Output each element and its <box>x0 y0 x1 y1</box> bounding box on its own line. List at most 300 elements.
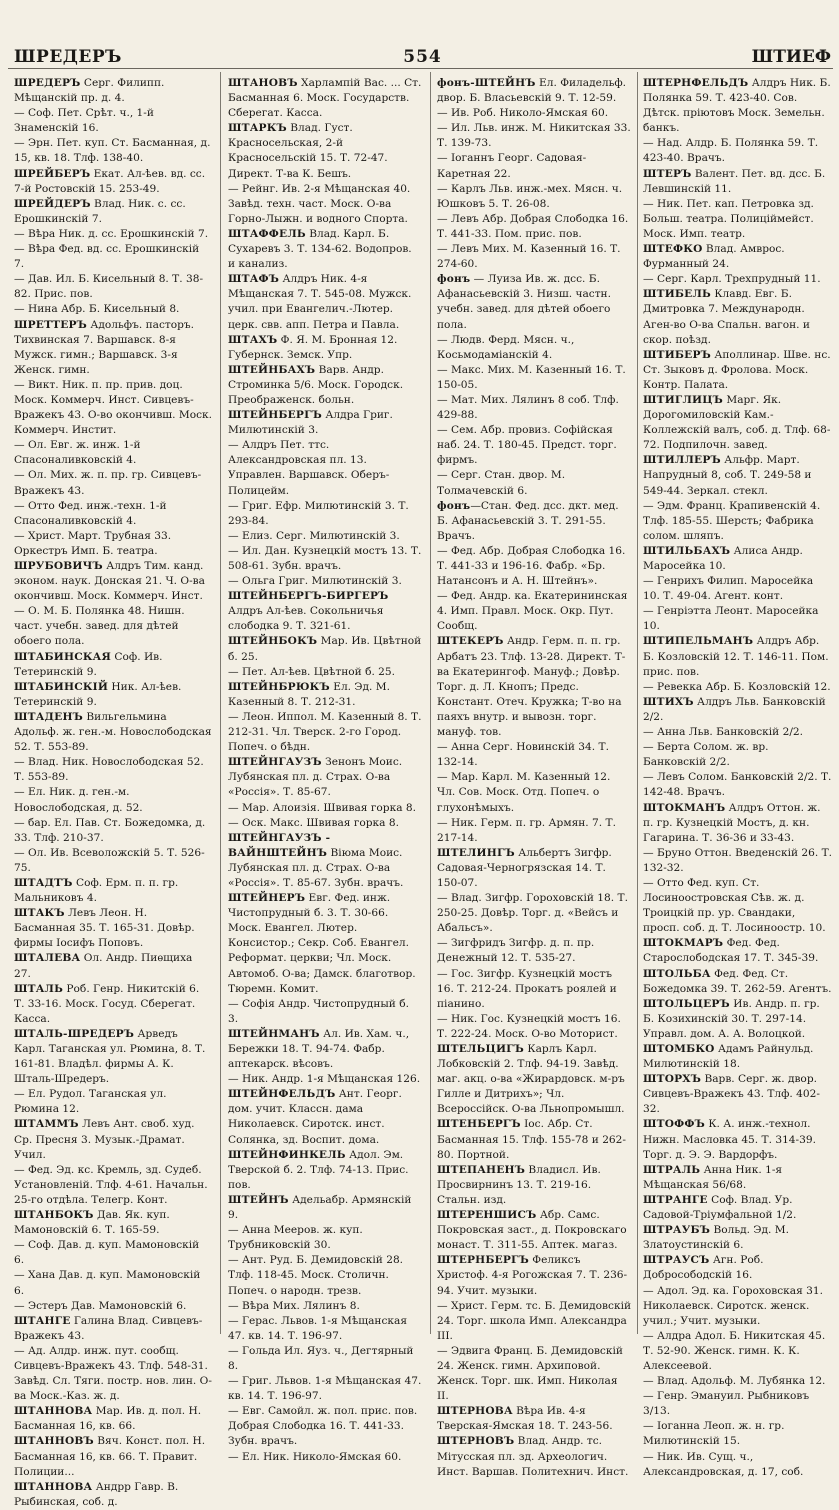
entry-text: — Генр. Эмануил. Рыбниковъ 3/13. <box>643 1390 810 1418</box>
entry-text: Алдръ Абр. Б. Козловскій 12. Т. 146-11. Пом. прис. пов. <box>643 635 829 678</box>
entry-surname: ШТИХЪ <box>643 695 694 708</box>
directory-entry <box>643 604 833 634</box>
header-left-guide-word: ШРЕДЕРЪ <box>14 47 122 67</box>
entry-text: — Соф. Дав. д. куп. Мамоновскій 6. <box>14 1239 200 1267</box>
directory-entry <box>14 1238 212 1268</box>
entry-text: Мар. Ив. д. пол. Н. Басманная 16, кв. 66. <box>14 1405 202 1433</box>
directory-entry <box>437 967 632 1012</box>
directory-entry <box>437 363 632 393</box>
directory-entry <box>437 393 632 423</box>
directory-entry <box>14 1027 212 1087</box>
directory-entry <box>643 770 833 800</box>
entry-text: — О. М. Б. Полянка 48. Нишн. част. учебн. завед. для дѣтей обоего пола. <box>14 605 185 648</box>
entry-text: Ел. Эд. М. Казенный 8. Т. 212-31. <box>228 680 390 708</box>
entry-text: Влад. Андр. тс. Мітусская пл. зд. Археологич. Инст. Варшав. Политехнич. Инст. <box>437 1435 629 1478</box>
entry-surname: ШТЕРНБЕРГЪ <box>437 1254 529 1267</box>
entry-text: — Григ. Львов. 1-я Мѣщанская 47. кв. 14. Т. 196-97. <box>228 1375 422 1403</box>
entry-surname: фонъ <box>437 273 471 286</box>
entry-text: — бар. Ел. Пав. Ст. Божедомка, д. 33. Тлф. 210-37. <box>14 816 206 844</box>
entry-surname: ШТИБЕЛЬ <box>643 288 711 301</box>
entry-surname: ШТОФФЪ <box>643 1118 705 1131</box>
entry-text: — Отто Фед. куп. Ст. Лосиноостровская Сѣв. ж. д. Троицкій пр. ур. Свандаки, просп. соб. д. Т. Лосиноостр. 10. <box>643 876 826 935</box>
directory-entry <box>437 333 632 363</box>
directory-entry <box>14 680 212 710</box>
directory-entry <box>14 650 212 680</box>
entry-text: Арведъ Карл. Таганская ул. Рюмина, 8. Т. 161-81. Владѣл. фирмы А. К. Шталь-Шредеръ. <box>14 1027 206 1086</box>
entry-text: — Дав. Ил. Б. Кисельный 8. Т. 38-82. Прис. пов. <box>14 273 204 301</box>
entry-text: Харлампій Вас. ... Ст. Басманная 6. Моск. Государств. Сберегат. Касса. <box>228 77 422 120</box>
entry-surname: ШТЕФКО <box>643 243 703 256</box>
directory-entry <box>437 1117 632 1162</box>
directory-entry <box>14 1404 212 1434</box>
directory-entry <box>643 801 833 846</box>
directory-entry <box>228 574 422 589</box>
entry-text: — Гос. Зигфр. Кузнецкій мостъ 16. Т. 212-24. Прокатъ роялей и піанино. <box>437 967 617 1010</box>
directory-entry <box>14 816 212 846</box>
directory-entry <box>228 1072 422 1087</box>
directory-entry <box>643 1419 833 1449</box>
entry-text: Зенонъ Моис. Лубянская пл. д. Страх. О-ва «Россія». Т. 85-67. <box>228 756 403 799</box>
entry-text: — Нина Абр. Б. Кисельный 8. <box>14 303 180 316</box>
directory-entry <box>228 1344 422 1374</box>
directory-entry <box>643 242 833 272</box>
directory-entry <box>228 831 422 891</box>
directory-entry <box>643 1193 833 1223</box>
entry-text: Алдръ Ник. 4-я Мѣщанская 7. Т. 545-08. Мужск. учил. при Евангелич.-Лютер. церк. свв. апп. Петра и Павла. <box>228 273 412 331</box>
directory-entry <box>14 468 212 498</box>
directory-entry <box>437 212 632 242</box>
directory-entry <box>437 423 632 468</box>
directory-entry <box>643 76 833 136</box>
directory-entry <box>14 710 212 755</box>
entry-text: Алдръ Тим. канд. эконом. наук. Донская 21. Ч. О-ва окончивш. Моск. Коммерч. Инст. <box>14 560 205 603</box>
directory-entry <box>228 499 422 529</box>
directory-entry <box>643 725 833 740</box>
entry-text: Серг. Филипп. Мѣщанскій пр. д. 4. <box>14 77 165 105</box>
entry-text: — Христ. Герм. тс. Б. Демидовскій 24. Торг. школа Имп. Александра III. <box>437 1299 632 1342</box>
directory-entry <box>14 876 212 906</box>
entry-text: Ол. Андр. Пиѳщиха 27. <box>14 952 193 980</box>
directory-entry <box>228 272 422 332</box>
entry-surname: ШТАДЕНЪ <box>14 710 83 723</box>
directory-entry <box>437 589 632 634</box>
directory-entry <box>14 438 212 468</box>
entry-surname: ШТЕРНФЕЛЬДЪ <box>643 77 749 89</box>
directory-entry <box>437 816 632 846</box>
entry-surname: ШТАНГЕ <box>14 1314 71 1327</box>
entry-text: Марг. Як. Дорогомиловскій Кам.-Коллежскій валъ, соб. д. Тлф. 68-72. Подпилочн. завед. <box>643 393 831 452</box>
directory-entry <box>228 997 422 1027</box>
entry-text: — Викт. Ник. п. пр. прив. доц. Моск. Коммерч. Инст. Сивцевъ-Вражекъ 43. О-во окончивш. Моск. Коммерч. Инстит. <box>14 378 213 437</box>
directory-entry <box>643 1450 833 1480</box>
directory-entry <box>643 1072 833 1117</box>
entry-text: — Ант. Руд. Б. Демидовскій 28. Тлф. 118-45. Моск. Столичн. Попеч. о народн. трезв. <box>228 1254 404 1297</box>
directory-entry <box>228 1223 422 1253</box>
entry-text: — Фед. Андр. ка. Екатерининская 4. Имп. Правл. Моск. Окр. Пут. Сообщ. <box>437 590 628 633</box>
directory-entry <box>643 544 833 574</box>
entry-surname: ШТЕЙНБРЮКЪ <box>228 680 330 693</box>
directory-entry <box>228 544 422 574</box>
entry-surname: ШТОКМАНЪ <box>643 801 726 814</box>
directory-entry <box>228 1314 422 1344</box>
entry-text: Ник. Ал-ѣев. Тетеринскій 9. <box>14 680 182 708</box>
entry-text: Адол. Эм. Тверской б. 2. Тлф. 74-13. Прис. пов. <box>228 1148 409 1191</box>
entry-text: Ант. Георг. дом. учит. Классн. дама Николаевск. Сиротск. инст. Солянка, зд. Воспит. дома. <box>228 1088 402 1146</box>
entry-surname: ШТЕПАНЕНЪ <box>437 1163 526 1176</box>
entry-surname: ШТЕРЪ <box>643 167 692 180</box>
entry-text: — Леон. Иппол. М. Казенный 8. Т. 212-31. Чл. Тверск. 2-го Город. Попеч. о бѣдн. <box>228 710 422 754</box>
entry-surname: ШТАННОВА <box>14 1480 93 1493</box>
directory-entry <box>437 891 632 936</box>
entry-surname: ШТАДТЪ <box>14 876 73 889</box>
entry-text: Соф. Ив. Тетеринскій 9. <box>14 650 163 678</box>
entry-text: — Адол. Эд. ка. Гороховская 31. Николаевск. Сиротск. женск. учил.; Учит. музыки. <box>643 1284 824 1327</box>
directory-entry <box>14 785 212 815</box>
entry-text: — Ел. Ник. Николо-Ямская 60. <box>228 1450 402 1463</box>
directory-entry <box>643 997 833 1042</box>
directory-entry <box>437 76 632 106</box>
entry-text: Алдра Григ. Милютинскій 3. <box>228 409 393 437</box>
entry-text: — Левъ Мих. М. Казенный 16. Т. 274-60. <box>437 243 621 271</box>
directory-entry <box>643 1253 833 1283</box>
entry-text: — Генріэтта Леонт. Маросейка 10. <box>643 605 819 633</box>
entry-surname: ШТАННОВЪ <box>14 1435 94 1448</box>
entry-text: — Соф. Пет. Срѣт. ч., 1-й Знаменскій 16. <box>14 107 154 135</box>
entry-text: — Серг. Карл. Трехпрудный 11. <box>643 273 821 286</box>
entry-surname: ШРЕДЕРЪ <box>14 77 81 89</box>
directory-entry <box>14 951 212 981</box>
entry-text: Соф. Ерм. п. п. гр. Мальниковъ 4. <box>14 876 179 905</box>
directory-entry <box>14 755 212 785</box>
page-number: 554 <box>403 47 442 67</box>
directory-entry <box>437 936 632 966</box>
entry-surname: ШТЕНБЕРГЪ <box>437 1118 521 1131</box>
directory-entry <box>643 348 833 393</box>
directory-entry <box>643 393 833 453</box>
directory-entry <box>643 574 833 604</box>
entry-text: — Григ. Ефр. Милютинскій 3. Т. 293-84. <box>228 499 409 527</box>
entry-text: Влад. Карл. Б. Сухаревъ 3. Т. 134-62. Водопров. и канализ. <box>228 227 412 271</box>
directory-entry <box>643 1223 833 1253</box>
entry-text: Агн. Роб. Добросободскій 16. <box>643 1254 764 1282</box>
entry-text: — Ил. Льв. инж. М. Никитская 33. Т. 139-73. <box>437 122 631 150</box>
entry-text: — Левъ Солом. Банковскій 2/2. Т. 142-48. Врачъ. <box>643 771 832 799</box>
entry-text: — Іоганнъ Георг. Садовая-Каретная 22. <box>437 152 587 180</box>
entry-surname: ШТИБЕРЪ <box>643 348 711 361</box>
entry-text: Адамъ Райнульд. Милютинскій 18. <box>643 1043 814 1071</box>
entry-text: Владисл. Ив. Просвирнинъ 13. Т. 219-16. Стальн. изд. <box>437 1163 601 1206</box>
entry-surname: ШТОЛЬБА <box>643 967 711 980</box>
directory-entry <box>14 559 212 604</box>
entry-surname: ШТЕКЕРЪ <box>437 635 504 648</box>
directory-entry <box>228 1404 422 1449</box>
directory-entry <box>14 499 212 529</box>
directory-entry <box>643 967 833 997</box>
entry-text: — Эстеръ Дав. Мамоновскій 6. <box>14 1299 187 1312</box>
directory-entry <box>228 1253 422 1298</box>
entry-text: — Эрн. Пет. куп. Ст. Басманная, д. 15, кв. 18. Тлф. 138-40. <box>14 137 211 165</box>
directory-entry <box>437 1434 632 1479</box>
directory-entry <box>14 318 212 378</box>
directory-entry <box>14 846 212 876</box>
directory-entry <box>228 1027 422 1072</box>
entry-text: Ив. Андр. п. гр. Б. Козихинскій 30. Т. 297-14. Управл. дом. А. А. Волоцкой. <box>643 997 820 1040</box>
entry-text: — Вѣра Фед. вд. сс. Ерошкинскій 7. <box>14 243 200 271</box>
entry-surname: ШТЕРНОВА <box>437 1405 513 1418</box>
entry-surname: ШТАЛЕВА <box>14 952 81 965</box>
entry-text: Ал. Ив. Хам. ч., Бережки 18. Т. 94-74. Фабр. аптекарск. вѣсовъ. <box>228 1027 410 1071</box>
directory-entry <box>14 272 212 302</box>
entry-text: — Ревекка Абр. Б. Козловскій 12. <box>643 680 831 693</box>
directory-entry <box>14 167 212 197</box>
directory-entry <box>14 197 212 227</box>
entry-text: Варв. Серг. ж. двор. Сивцевъ-Вражекъ 43. Тлф. 402-32. <box>643 1073 820 1116</box>
entry-text: — Пет. Ал-ѣев. Цвѣтной б. 25. <box>228 665 396 678</box>
entry-text: Влад. Амврос. Фурманный 24. <box>643 243 785 271</box>
entry-text: Альбертъ Зигфр. Садовая-Черногрязская 14. Т. 150-07. <box>437 846 612 889</box>
directory-entry <box>437 121 632 151</box>
entry-surname: ШТАРКЪ <box>228 122 287 135</box>
column-divider <box>430 72 431 1334</box>
directory-entry <box>643 136 833 166</box>
directory-entry <box>643 167 833 197</box>
entry-surname: ШРЕЙБЕРЪ <box>14 167 91 180</box>
directory-entry <box>14 1268 212 1298</box>
entry-text: — Оск. Макс. Швивая горка 8. <box>228 816 399 829</box>
entry-surname: ШТИЛЛЕРЪ <box>643 454 721 467</box>
directory-entry <box>228 589 422 634</box>
entry-surname: ШТЕЙНЕРЪ <box>228 892 306 905</box>
entry-surname: ШТАБИНСКАЯ <box>14 650 112 663</box>
directory-entry <box>228 801 422 816</box>
entry-text: Абр. Самс. Покровская заст., д. Покровскаго монаст. Т. 311-55. Аптек. магаз. <box>437 1209 627 1252</box>
entry-surname: ШТЕЙНБОКЪ <box>228 635 318 648</box>
entry-surname: ШТАНОВЪ <box>228 77 298 89</box>
entry-text: Левъ Ант. своб. худ. Ср. Пресня 3. Музык.-Драмат. Учил. <box>14 1118 195 1161</box>
entry-text: — Христ. Март. Трубная 33. Оркестръ Имп. Б. театра. <box>14 529 172 557</box>
column-divider <box>220 72 221 1334</box>
entry-text: Вяч. Конст. пол. Н. Басманная 16, кв. 66. Т. Правит. Полиции... <box>14 1435 206 1478</box>
directory-entry <box>228 529 422 544</box>
entry-text: — Ник. Андр. 1-я Мѣщанская 126. <box>228 1073 421 1086</box>
entry-text: — Елиз. Серг. Милютинскій 3. <box>228 529 400 542</box>
directory-entry <box>643 197 833 242</box>
entry-text: — Анна Мееров. ж. куп. Трубниковскій 30. <box>228 1224 363 1252</box>
entry-surname: ШТАЛЬ <box>14 982 64 995</box>
entry-surname: ШТАХЪ <box>228 333 278 346</box>
directory-entry <box>228 408 422 438</box>
entry-text: — Вѣра Ник. д. сс. Ерошкинскій 7. <box>14 227 209 240</box>
entry-text: Феликсъ Христоф. 4-я Рогожская 7. Т. 236-94. Учит. музыки. <box>437 1254 628 1297</box>
directory-entry <box>437 242 632 272</box>
entry-text: Анна Ник. 1-я Мѣщанская 56/68. <box>643 1163 783 1191</box>
entry-text: — Бруно Оттон. Введенскій 26. Т. 132-32. <box>643 846 833 874</box>
directory-entry <box>14 1163 212 1208</box>
entry-text: Іос. Абр. Ст. Басманная 15. Тлф. 155-78 и 262-80. Портной. <box>437 1118 626 1161</box>
entry-surname: ШТЕЙНФЕЛЬДЪ <box>228 1088 336 1101</box>
entry-text: — Над. Алдр. Б. Полянка 59. Т. 423-40. Врачъ. <box>643 137 819 165</box>
entry-surname: ШТРАУБЪ <box>643 1224 711 1237</box>
directory-entry <box>437 634 632 740</box>
directory-entry <box>228 680 422 710</box>
entry-text: — Анна Льв. Банковскій 2/2. <box>643 726 804 739</box>
entry-text: — Рейнг. Ив. 2-я Мѣщанская 40. Завѣд. техн. част. Моск. О-ва Горно-Лыжн. и водного Спорта. <box>228 182 411 225</box>
directory-entry <box>228 1148 422 1193</box>
directory-entry <box>14 76 212 106</box>
entry-text: — Влад. Зигфр. Гороховскій 18. Т. 250-25. Довѣр. Торг. д. «Вейсъ и Абальсъ». <box>437 892 628 935</box>
directory-entry <box>228 1299 422 1314</box>
entry-surname: ШТАКЪ <box>14 907 65 920</box>
entry-text: Фед. Фед. Ст. Божедомка 39. Т. 262-59. Агентъ. <box>643 967 832 995</box>
directory-entry <box>437 1012 632 1042</box>
directory-entry <box>14 906 212 951</box>
entry-text: — Ник. Пет. кап. Петровка зд. Больш. театра. Полиціймейст. Моск. Имп. театр. <box>643 197 814 240</box>
directory-entry <box>14 1344 212 1404</box>
entry-text: — Евг. Самойл. ж. пол. прис. пов. Добрая Слободка 16. Т. 441-33. Зубн. врачъ. <box>228 1405 418 1448</box>
entry-text: — Ольга Григ. Милютинскій 3. <box>228 575 402 588</box>
entry-surname: ШТЕЙНГАУЗЪ - ВАЙНШТЕЙНЪ <box>228 831 331 859</box>
directory-entry <box>437 740 632 770</box>
header-rule <box>8 68 833 69</box>
entry-text: — Алдръ Пет. ттс. Александровская пл. 13. Управлен. Варшавск. Оберъ-Полицейм. <box>228 439 390 497</box>
entry-text: — Софія Андр. Чистопрудный б. 3. <box>228 997 409 1025</box>
directory-entry <box>437 499 632 544</box>
entry-surname: фонъ-ШТЕЙНЪ <box>437 77 536 89</box>
entry-surname: ШТАФФЕЛЬ <box>228 227 306 240</box>
directory-entry <box>14 1087 212 1117</box>
entry-surname: ШТЕЙНБЕРГЪ-БИРГЕРЪ <box>228 590 389 603</box>
directory-entry <box>14 1117 212 1162</box>
entry-text: Алдръ Ник. Б. Полянка 59. Т. 423-40. Сов. Дѣтск. пріютовъ Моск. Земельн. банкъ. <box>643 77 831 135</box>
entry-text: — Гольда Ил. Яуз. ч., Дегтярный 8. <box>228 1344 414 1372</box>
entry-surname: ШТАФЪ <box>228 273 280 286</box>
entry-text: — Ил. Дан. Кузнецкій мостъ 13. Т. 508-61. Зубн. врачъ. <box>228 544 422 572</box>
entry-text: Аполлинар. Шве. нс. Ст. Зыковъ д. Фролова. Моск. Контр. Палата. <box>643 348 831 391</box>
directory-entry <box>228 1087 422 1147</box>
directory-entry <box>14 136 212 166</box>
directory-entry <box>228 333 422 363</box>
entry-text: — Сем. Абр. провиз. Софійская наб. 24. Т. 180-45. Предст. торг. фирмъ. <box>437 424 617 467</box>
directory-entry <box>643 272 833 287</box>
entry-surname: ШРУБОВИЧЪ <box>14 560 103 572</box>
entry-text: — Левъ Абр. Добрая Слободка 16. Т. 441-33. Пом. прис. пов. <box>437 212 629 240</box>
entry-text: Левъ Леон. Н. Басманная 35. Т. 165-31. Довѣр. фирмы Іосифъ Поповъ. <box>14 907 195 950</box>
entry-surname: ШТАБИНСКІЙ <box>14 680 109 693</box>
directory-entry <box>437 1042 632 1117</box>
directory-entry <box>228 438 422 498</box>
entry-text: —Стан. Фед. дсс. дкт. мед. Б. Афанасьевскій 3. Т. 291-55. Врачъ. <box>437 499 619 542</box>
directory-entry <box>643 634 833 679</box>
entry-text: Мар. Ив. Цвѣтной б. 25. <box>228 635 422 663</box>
directory-entry <box>228 1193 422 1223</box>
directory-entry <box>14 302 212 317</box>
directory-entry <box>643 680 833 695</box>
entry-text: — Макс. Мих. М. Казенный 16. Т. 150-05. <box>437 363 626 391</box>
entry-text: — Генрихъ Филип. Маросейка 10. Т. 49-04. Агент. конт. <box>643 575 814 603</box>
entry-text: — Зигфридъ Зигфр. д. п. пр. Денежный 12. Т. 535-27. <box>437 937 595 965</box>
directory-entry <box>643 1117 833 1162</box>
entry-text: Екат. Ал-ѣев. вд. сс. 7-й Ростовскій 15. 253-49. <box>14 167 206 195</box>
directory-entry <box>643 876 833 936</box>
column-3 <box>437 76 632 1478</box>
entry-text: — Ол. Евг. ж. инж. 1-й Спасоналивковскій 4. <box>14 439 141 467</box>
entry-surname: ШТАЛЬ-ШРЕДЕРЪ <box>14 1027 135 1040</box>
directory-entry <box>437 182 632 212</box>
entry-text: Ел. Филадельф. двор. Б. Власьевскій 9. Т. 12-59. <box>437 77 627 105</box>
column-2 <box>228 76 422 1463</box>
entry-text: — Герас. Львов. 1-я Мѣщанская 47. кв. 14. Т. 196-97. <box>228 1314 408 1342</box>
entry-text: — Ел. Рудол. Таганская ул. Рюмина 12. <box>14 1088 167 1116</box>
entry-surname: ШТОЛЬЦЕРЪ <box>643 997 730 1010</box>
directory-entry <box>643 1163 833 1193</box>
entry-text: — Ол. Ив. Всеволожскій 5. Т. 526-75. <box>14 846 205 874</box>
directory-entry <box>437 272 632 332</box>
entry-text: — Карлъ Льв. инж.-мех. Мясн. ч. Юшковъ 5. Т. 26-08. <box>437 182 623 210</box>
entry-text: — Ад. Алдр. инж. пут. сообщ. Сивцевъ-Вражекъ 43. Тлф. 548-31. Завѣд. Сл. Тяги. постр. нов. лин. О-ва Моск.-Каз. ж. д. <box>14 1344 212 1403</box>
entry-surname: ШТОКМАРЪ <box>643 937 724 950</box>
entry-surname: ШТИЛЬБАХЪ <box>643 544 731 557</box>
directory-entry <box>228 755 422 800</box>
entry-text: Галина Влад. Сивцевъ-Вражекъ 43. <box>14 1314 203 1342</box>
entry-text: — Анна Серг. Новинскій 34. Т. 132-14. <box>437 741 609 769</box>
directory-entry <box>228 665 422 680</box>
entry-text: Вѣра Ив. 4-я Тверская-Ямская 18. Т. 243-56. <box>437 1405 613 1433</box>
entry-text: Фед. Фед. Старослободская 17. Т. 345-39. <box>643 937 819 965</box>
entry-text: — Мат. Мих. Лялинъ 8 соб. Тлф. 429-88. <box>437 393 619 422</box>
directory-entry <box>14 378 212 438</box>
entry-text: — Влад. Адольф. М. Лубянка 12. <box>643 1375 826 1388</box>
entry-surname: ШТЕЙНФИНКЕЛЬ <box>228 1148 346 1161</box>
entry-text: Альфр. Март. Напрудный 8, соб. Т. 249-58 и 549-44. Зеркал. стекл. <box>643 454 812 497</box>
entry-surname: ШТЕЙНМАНЪ <box>228 1027 320 1040</box>
entry-text: Вольд. Эд. М. Златоустинскій 6. <box>643 1224 789 1252</box>
directory-entry <box>643 695 833 725</box>
entry-surname: ШТОРХЪ <box>643 1073 702 1086</box>
entry-surname: ШТЕЙНЪ <box>228 1193 289 1206</box>
directory-entry <box>643 499 833 544</box>
directory-entry <box>643 846 833 876</box>
directory-entry <box>437 1299 632 1344</box>
directory-entry <box>14 227 212 242</box>
directory-entry <box>437 1208 632 1253</box>
directory-entry <box>437 151 632 181</box>
entry-text: Варв. Андр. Строминка 5/6. Моск. Городск. Преображенск. больн. <box>228 363 404 406</box>
entry-text: — Эдм. Франц. Крапивенскій 4. Тлф. 185-55. Шерсть; Фабрика солом. шляпъ. <box>643 499 821 542</box>
entry-surname: ШРЕТТЕРЪ <box>14 318 88 331</box>
entry-text: Роб. Генр. Никитскій 6. Т. 33-16. Моск. Госуд. Сберегат. Касса. <box>14 982 200 1025</box>
directory-entry <box>14 1208 212 1238</box>
entry-surname: ШТЕРНОВЪ <box>437 1435 515 1448</box>
entry-text: Влад. Густ. Красносельская, 2-й Красносельскій 15. Т. 72-47. Директ. Т-ва К. Бешъ. <box>228 122 388 180</box>
directory-entry <box>14 1434 212 1479</box>
entry-surname: ШТАННОВА <box>14 1405 93 1418</box>
directory-entry <box>643 453 833 498</box>
entry-text: — Ол. Мих. ж. п. пр. гр. Сивцевъ-Вражекъ 43. <box>14 469 202 497</box>
entry-surname: ШТИГЛИЦЪ <box>643 393 723 406</box>
entry-text: — Ив. Роб. Николо-Ямская 60. <box>437 107 609 120</box>
directory-entry <box>14 1480 212 1510</box>
entry-text: — Серг. Стан. двор. М. Толмачевскій 6. <box>437 469 566 497</box>
directory-entry <box>228 121 422 181</box>
entry-text: Адольфъ. пасторъ. Тихвинская 7. Варшавск. 8-я Мужск. гимн.; Варшавск. 3-я Женск. гимн. <box>14 318 195 376</box>
entry-surname: ШРЕЙДЕРЪ <box>14 197 91 210</box>
entry-surname: ШТЕЛИНГЪ <box>437 846 515 859</box>
entry-text: К. А. инж.-технол. Нижн. Масловка 45. Т. 314-39. Торг. д. Э. Э. Вардорфъ. <box>643 1118 816 1161</box>
entry-text: — Эдвига Франц. Б. Демидовскій 24. Женск. гимн. Архиповой. Женск. Торг. шк. Имп. Николая II. <box>437 1344 623 1403</box>
entry-text: Соф. Влад. Ур. Садовой-Тріумфальной 1/2. <box>643 1193 797 1222</box>
entry-text: — Людв. Ферд. Мясн. ч., Косьмодаміанскій 4. <box>437 333 575 361</box>
directory-entry <box>14 242 212 272</box>
